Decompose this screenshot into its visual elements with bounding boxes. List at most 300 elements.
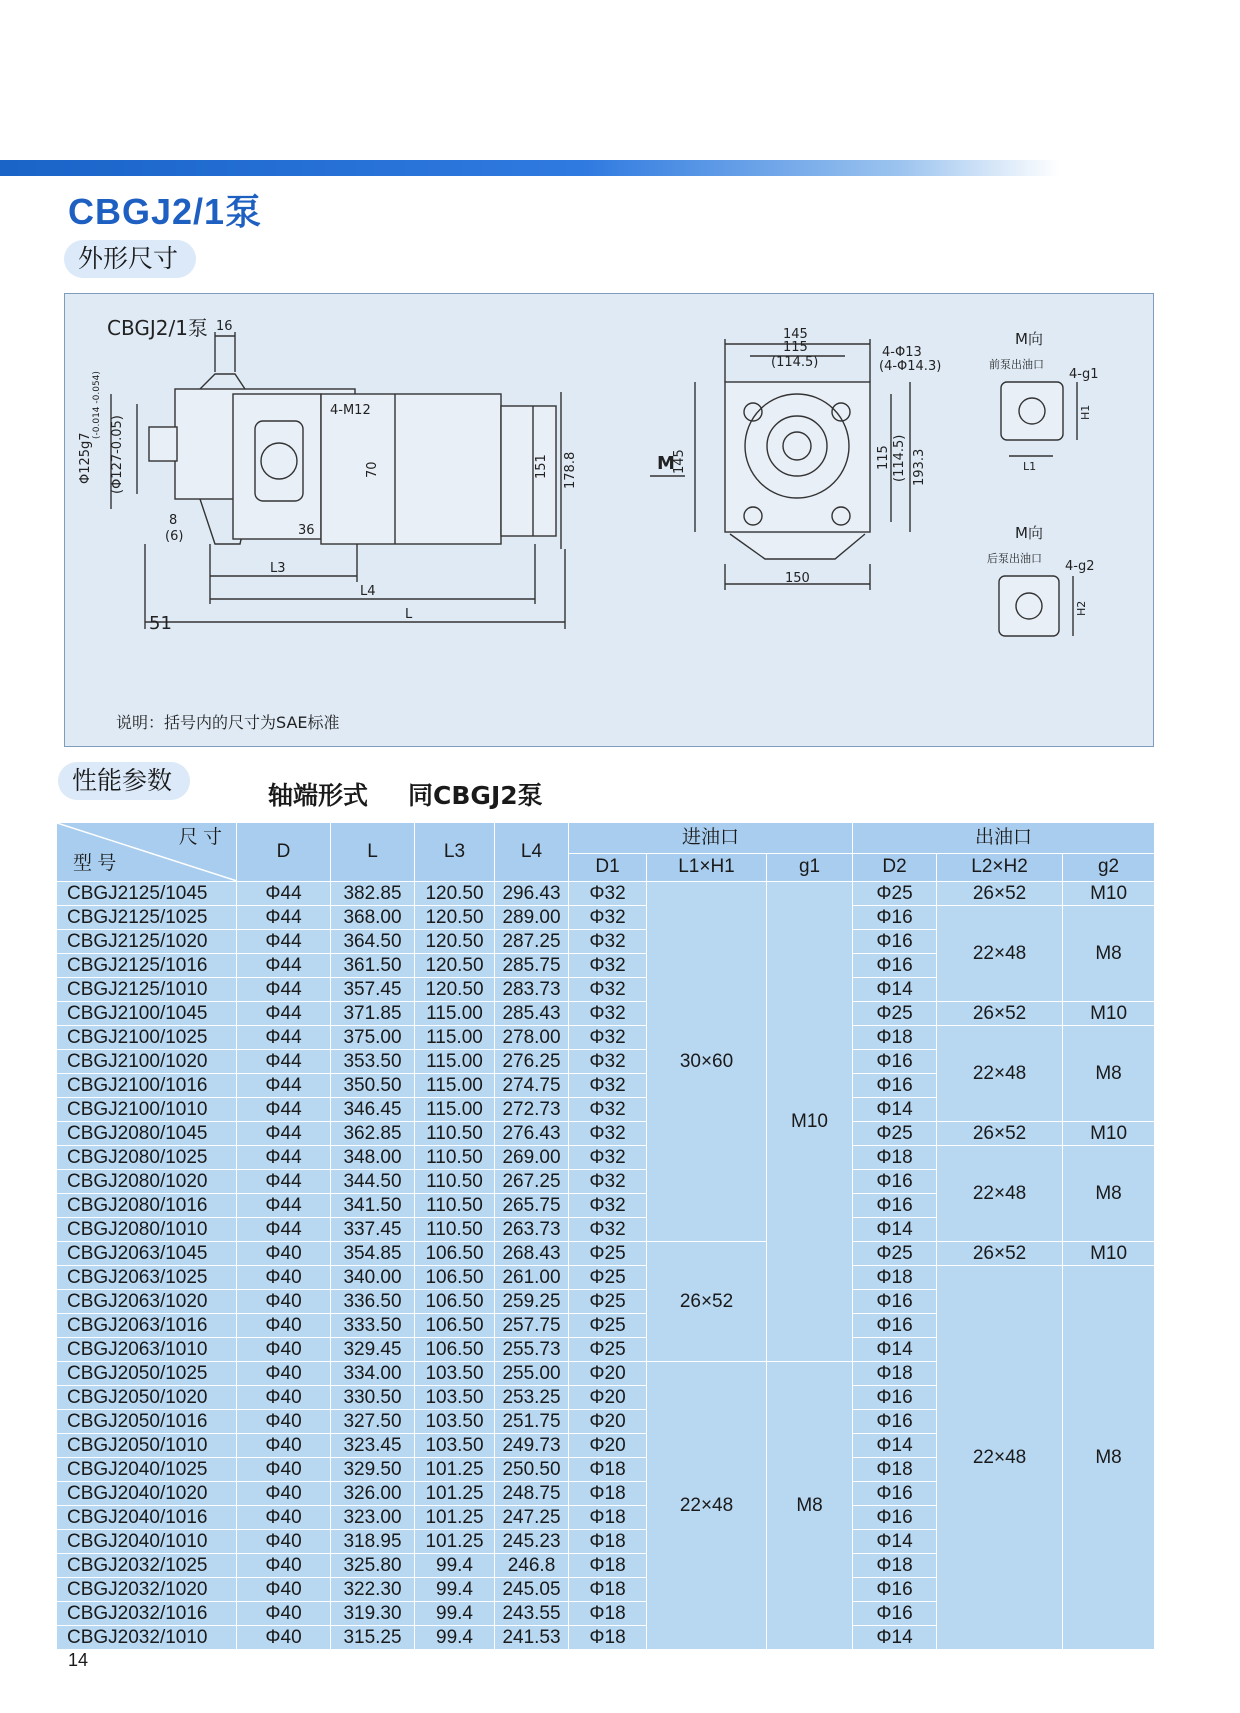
cell-model: CBGJ2080/1016 [57,1194,237,1218]
cell-model: CBGJ2063/1010 [57,1338,237,1362]
cell-d2: Φ16 [853,906,937,930]
cell-l4: 255.73 [495,1338,569,1362]
cell-d2: Φ16 [853,1170,937,1194]
g2-label: 4-g2 [1065,559,1095,574]
cell-d1: Φ32 [569,1026,647,1050]
cell-d2: Φ14 [853,1098,937,1122]
cell-l2h2: 22×48 [937,1146,1063,1242]
cell-l: 322.30 [331,1578,415,1602]
cell-l3: 103.50 [415,1386,495,1410]
cell-l3: 101.25 [415,1530,495,1554]
cell-d2: Φ16 [853,1050,937,1074]
dim-145-h: 145 [783,327,808,342]
cell-d2: Φ16 [853,1578,937,1602]
cell-model: CBGJ2100/1016 [57,1074,237,1098]
mview1-title: M向 [1015,330,1043,348]
cell-l: 326.00 [331,1482,415,1506]
cell-l3: 99.4 [415,1554,495,1578]
table-row [57,1146,1155,1170]
cell-d: Φ44 [237,1026,331,1050]
rear-outlet-label: 后泵出油口 [987,552,1042,565]
cell-l: 329.50 [331,1458,415,1482]
g1-label: 4-g1 [1069,367,1099,382]
cell-d2: Φ16 [853,1482,937,1506]
cell-l: 375.00 [331,1026,415,1050]
cell-d1: Φ32 [569,954,647,978]
cell-l4: 245.23 [495,1530,569,1554]
cell-d: Φ44 [237,1170,331,1194]
shaft-type-value: 同CBGJ2泵 [408,781,543,810]
cell-d: Φ40 [237,1530,331,1554]
cell-l1h1: 22×48 [647,1362,767,1650]
cell-model: CBGJ2125/1010 [57,978,237,1002]
drawing-note: 说明：括号内的尺寸为SAE标准 [116,713,340,732]
cell-model: CBGJ2063/1025 [57,1266,237,1290]
cell-model: CBGJ2050/1010 [57,1434,237,1458]
cell-d: Φ40 [237,1482,331,1506]
cell-d2: Φ14 [853,1218,937,1242]
cell-l: 340.00 [331,1266,415,1290]
cell-model: CBGJ2100/1045 [57,1002,237,1026]
cell-d2: Φ25 [853,1002,937,1026]
cell-model: CBGJ2063/1020 [57,1290,237,1314]
cell-l4: 267.25 [495,1170,569,1194]
cell-l4: 257.75 [495,1314,569,1338]
cell-d2: Φ16 [853,1314,937,1338]
cell-l3: 99.4 [415,1578,495,1602]
header-l4: L4 [495,823,569,882]
cell-l4: 247.25 [495,1506,569,1530]
dim-dia125-tol: (-0.014 -0.054) [92,371,102,439]
cell-d1: Φ18 [569,1506,647,1530]
cell-d2: Φ16 [853,1506,937,1530]
cell-d2: Φ16 [853,1410,937,1434]
corner-bottom-label: 型 号 [73,853,117,874]
cell-d: Φ40 [237,1554,331,1578]
cell-d: Φ44 [237,930,331,954]
mview2-title: M向 [1015,524,1043,542]
cell-l3: 115.00 [415,1050,495,1074]
cell-l3: 115.00 [415,1002,495,1026]
cell-l3: 110.50 [415,1146,495,1170]
cell-l4: 285.43 [495,1002,569,1026]
cell-l3: 106.50 [415,1266,495,1290]
cell-d1: Φ32 [569,1170,647,1194]
cell-d2: Φ18 [853,1458,937,1482]
cell-d: Φ44 [237,906,331,930]
cell-l3: 103.50 [415,1362,495,1386]
cell-l4: 289.00 [495,906,569,930]
cell-d2: Φ14 [853,1338,937,1362]
cell-l3: 106.50 [415,1290,495,1314]
cell-l: 344.50 [331,1170,415,1194]
dim-6: (6) [165,529,184,544]
dim-8: 8 [169,513,178,528]
cell-l3: 115.00 [415,1026,495,1050]
cell-l: 323.45 [331,1434,415,1458]
cell-l: 348.00 [331,1146,415,1170]
cell-d1: Φ32 [569,1194,647,1218]
cell-g2: M10 [1063,1002,1155,1026]
cell-l4: 274.75 [495,1074,569,1098]
cell-l2h2: 22×48 [937,1026,1063,1122]
cell-l: 334.00 [331,1362,415,1386]
dim-l3: L3 [270,561,286,576]
cell-d1: Φ32 [569,882,647,906]
cell-l4: 265.75 [495,1194,569,1218]
cell-l2h2: 26×52 [937,1242,1063,1266]
cell-l3: 101.25 [415,1458,495,1482]
cell-d: Φ40 [237,1626,331,1650]
cell-g1: M8 [767,1362,853,1650]
cell-l3: 110.50 [415,1218,495,1242]
dim-115-h: 115 [783,340,808,355]
cell-l3: 99.4 [415,1626,495,1650]
cell-d2: Φ16 [853,1074,937,1098]
dim-16: 16 [216,319,233,334]
cell-d1: Φ32 [569,1218,647,1242]
cell-l4: 285.75 [495,954,569,978]
shaft-type [268,776,543,812]
cell-d2: Φ14 [853,978,937,1002]
cell-model: CBGJ2032/1025 [57,1554,237,1578]
header-inlet: 进油口 [569,823,853,854]
cell-model: CBGJ2080/1010 [57,1218,237,1242]
cell-d1: Φ32 [569,1122,647,1146]
cell-l4: 287.25 [495,930,569,954]
l1-label: L1 [1023,460,1037,473]
dim-114-5-v: (114.5) [892,434,907,482]
cell-model: CBGJ2032/1020 [57,1578,237,1602]
cell-l: 336.50 [331,1290,415,1314]
cell-d: Φ40 [237,1410,331,1434]
cell-d2: Φ14 [853,1626,937,1650]
cell-d: Φ44 [237,954,331,978]
cell-d2: Φ18 [853,1026,937,1050]
cell-l: 337.45 [331,1218,415,1242]
cell-l4: 269.00 [495,1146,569,1170]
cell-l3: 120.50 [415,882,495,906]
header-outlet: 出油口 [853,823,1155,854]
cell-l2h2: 26×52 [937,882,1063,906]
table-row [57,882,1155,906]
cell-d1: Φ18 [569,1554,647,1578]
page-title: CBGJ2/1泵 [68,191,263,232]
cell-l2h2: 22×48 [937,1266,1063,1650]
cell-d: Φ40 [237,1458,331,1482]
header-l1h1: L1×H1 [647,853,767,881]
cell-model: CBGJ2063/1016 [57,1314,237,1338]
cell-d: Φ40 [237,1266,331,1290]
table-row [57,1002,1155,1026]
cell-l: 319.30 [331,1602,415,1626]
cell-model: CBGJ2032/1010 [57,1626,237,1650]
header-g2: g2 [1063,853,1155,881]
cell-l: 361.50 [331,954,415,978]
cell-l4: 251.75 [495,1410,569,1434]
cell-l: 368.00 [331,906,415,930]
cell-model: CBGJ2125/1025 [57,906,237,930]
drawing-caption: CBGJ2/1泵 [107,316,208,340]
cell-l: 382.85 [331,882,415,906]
cell-model: CBGJ2080/1045 [57,1122,237,1146]
cell-g2: M10 [1063,882,1155,906]
dim-l4: L4 [360,584,376,599]
cell-d1: Φ18 [569,1482,647,1506]
cell-l3: 101.25 [415,1482,495,1506]
cell-model: CBGJ2050/1016 [57,1410,237,1434]
cell-d2: Φ16 [853,954,937,978]
cell-model: CBGJ2040/1010 [57,1530,237,1554]
cell-d1: Φ32 [569,1146,647,1170]
cell-d1: Φ25 [569,1242,647,1266]
cell-d2: Φ18 [853,1146,937,1170]
dim-l: L [405,607,413,622]
header-l2h2: L2×H2 [937,853,1063,881]
cell-model: CBGJ2125/1020 [57,930,237,954]
dim-dia125: Φ125g7 [78,432,93,484]
specs-table-body [57,882,1155,1650]
cell-l3: 99.4 [415,1602,495,1626]
cell-d: Φ44 [237,1146,331,1170]
dim-193-3: 193.3 [912,448,927,486]
cell-d: Φ40 [237,1386,331,1410]
cell-l4: 248.75 [495,1482,569,1506]
cell-l3: 120.50 [415,906,495,930]
dimension-drawing [64,293,1154,747]
cell-l: 371.85 [331,1002,415,1026]
cell-l: 357.45 [331,978,415,1002]
cell-l4: 261.00 [495,1266,569,1290]
dim-150: 150 [785,571,810,586]
cell-d2: Φ16 [853,1602,937,1626]
dim-holes: 4-Φ13 [882,345,922,360]
cell-l3: 110.50 [415,1122,495,1146]
cell-d: Φ40 [237,1290,331,1314]
cell-g2: M8 [1063,1146,1155,1242]
cell-d1: Φ32 [569,906,647,930]
cell-d: Φ44 [237,1098,331,1122]
cell-l4: 255.00 [495,1362,569,1386]
view-m-marker: M [657,453,675,474]
cell-d1: Φ20 [569,1410,647,1434]
cell-l3: 120.50 [415,978,495,1002]
cell-d1: Φ18 [569,1458,647,1482]
cell-d: Φ40 [237,1338,331,1362]
cell-model: CBGJ2063/1045 [57,1242,237,1266]
corner-top-label: 尺 寸 [178,827,222,848]
cell-l4: 249.73 [495,1434,569,1458]
cell-l4: 246.8 [495,1554,569,1578]
cell-l: 333.50 [331,1314,415,1338]
cell-d1: Φ25 [569,1290,647,1314]
cell-d2: Φ18 [853,1554,937,1578]
cell-model: CBGJ2080/1025 [57,1146,237,1170]
cell-model: CBGJ2032/1016 [57,1602,237,1626]
cell-l3: 110.50 [415,1194,495,1218]
dim-dia127: (Φ127-0.05) [110,415,125,494]
cell-d1: Φ32 [569,1098,647,1122]
dim-36: 36 [298,523,315,538]
cell-g2: M8 [1063,1266,1155,1650]
cell-l: 323.00 [331,1506,415,1530]
cell-l3: 110.50 [415,1170,495,1194]
cell-l2h2: 26×52 [937,1122,1063,1146]
h1-label: H1 [1079,404,1092,420]
cell-l3: 106.50 [415,1338,495,1362]
cell-d2: Φ16 [853,1386,937,1410]
cell-model: CBGJ2050/1020 [57,1386,237,1410]
cell-model: CBGJ2125/1016 [57,954,237,978]
cell-d: Φ40 [237,1602,331,1626]
cell-d: Φ44 [237,882,331,906]
cell-model: CBGJ2040/1025 [57,1458,237,1482]
page-number: 14 [68,1650,89,1670]
dim-178-8: 178.8 [563,451,578,489]
cell-l4: 250.50 [495,1458,569,1482]
cell-l4: 241.53 [495,1626,569,1650]
section-heading-outline: 外形尺寸 [64,240,196,278]
cell-l3: 106.50 [415,1314,495,1338]
cell-l: 329.45 [331,1338,415,1362]
cell-d: Φ40 [237,1578,331,1602]
cell-d2: Φ18 [853,1266,937,1290]
cell-d1: Φ18 [569,1530,647,1554]
cell-d2: Φ25 [853,882,937,906]
cell-l4: 245.05 [495,1578,569,1602]
cell-d1: Φ32 [569,1074,647,1098]
cell-l: 318.95 [331,1530,415,1554]
cell-model: CBGJ2040/1020 [57,1482,237,1506]
cell-d1: Φ18 [569,1602,647,1626]
cell-l4: 278.00 [495,1026,569,1050]
dim-port: 4-M12 [330,403,371,418]
cell-d1: Φ25 [569,1266,647,1290]
cell-g2: M10 [1063,1122,1155,1146]
cell-d1: Φ32 [569,1050,647,1074]
cell-model: CBGJ2100/1010 [57,1098,237,1122]
table-row [57,1122,1155,1146]
cell-l: 362.85 [331,1122,415,1146]
dim-114-5-h: (114.5) [771,355,819,370]
dim-151: 151 [534,454,549,479]
cell-l: 315.25 [331,1626,415,1650]
cell-model: CBGJ2100/1025 [57,1026,237,1050]
cell-l: 330.50 [331,1386,415,1410]
cell-d2: Φ25 [853,1122,937,1146]
header-accent-bar [0,160,1060,176]
dim-70: 70 [365,461,380,478]
cell-d1: Φ32 [569,978,647,1002]
cell-l: 341.50 [331,1194,415,1218]
header-d1: D1 [569,853,647,881]
section-heading-performance: 性能参数 [58,762,190,800]
header-d2: D2 [853,853,937,881]
cell-d: Φ44 [237,1050,331,1074]
cell-d: Φ44 [237,1074,331,1098]
header-l: L [331,823,415,882]
cell-l3: 120.50 [415,954,495,978]
cell-l2h2: 26×52 [937,1002,1063,1026]
cell-d2: Φ16 [853,1194,937,1218]
cell-l: 327.50 [331,1410,415,1434]
dim-51: 51 [149,613,172,634]
cell-l1h1: 26×52 [647,1242,767,1362]
cell-d2: Φ18 [853,1362,937,1386]
cell-model: CBGJ2125/1045 [57,882,237,906]
cell-g2: M8 [1063,906,1155,1002]
cell-l3: 120.50 [415,930,495,954]
cell-d1: Φ18 [569,1626,647,1650]
cell-d2: Φ14 [853,1434,937,1458]
cell-d: Φ44 [237,1122,331,1146]
cell-l3: 103.50 [415,1434,495,1458]
cell-l4: 263.73 [495,1218,569,1242]
cell-l4: 276.25 [495,1050,569,1074]
cell-l: 364.50 [331,930,415,954]
header-l3: L3 [415,823,495,882]
header-g1: g1 [767,853,853,881]
cell-d: Φ44 [237,1218,331,1242]
shaft-type-label: 轴端形式 [268,781,369,810]
cell-l3: 101.25 [415,1506,495,1530]
cell-d1: Φ32 [569,930,647,954]
h2-label: H2 [1075,600,1088,616]
cell-l2h2: 22×48 [937,906,1063,1002]
cell-d1: Φ25 [569,1338,647,1362]
dim-115-v: 115 [876,445,891,470]
specs-table [56,822,1155,1650]
cell-l4: 283.73 [495,978,569,1002]
cell-d1: Φ20 [569,1434,647,1458]
cell-l4: 272.73 [495,1098,569,1122]
cell-g1: M10 [767,882,853,1362]
table-row [57,1242,1155,1266]
cell-model: CBGJ2100/1020 [57,1050,237,1074]
cell-l: 325.80 [331,1554,415,1578]
cell-d: Φ44 [237,1002,331,1026]
cell-d: Φ40 [237,1242,331,1266]
cell-d1: Φ18 [569,1578,647,1602]
table-row [57,1266,1155,1290]
cell-d1: Φ20 [569,1362,647,1386]
cell-d: Φ44 [237,1194,331,1218]
cell-d1: Φ32 [569,1002,647,1026]
cell-d: Φ40 [237,1362,331,1386]
table-row [57,1026,1155,1050]
cell-model: CBGJ2080/1020 [57,1170,237,1194]
table-row [57,906,1155,930]
cell-d: Φ40 [237,1314,331,1338]
cell-d: Φ44 [237,978,331,1002]
drawing-svg [65,294,1153,746]
cell-d1: Φ20 [569,1386,647,1410]
cell-l4: 276.43 [495,1122,569,1146]
cell-l4: 259.25 [495,1290,569,1314]
cell-l4: 268.43 [495,1242,569,1266]
dim-145-v: 145 [672,449,687,474]
corner-header-cell [57,823,237,882]
header-d: D [237,823,331,882]
cell-l3: 115.00 [415,1074,495,1098]
cell-d2: Φ16 [853,1290,937,1314]
front-outlet-label: 前泵出油口 [989,358,1044,371]
cell-l: 353.50 [331,1050,415,1074]
cell-model: CBGJ2050/1025 [57,1362,237,1386]
cell-l: 354.85 [331,1242,415,1266]
cell-g2: M10 [1063,1242,1155,1266]
cell-l4: 253.25 [495,1386,569,1410]
